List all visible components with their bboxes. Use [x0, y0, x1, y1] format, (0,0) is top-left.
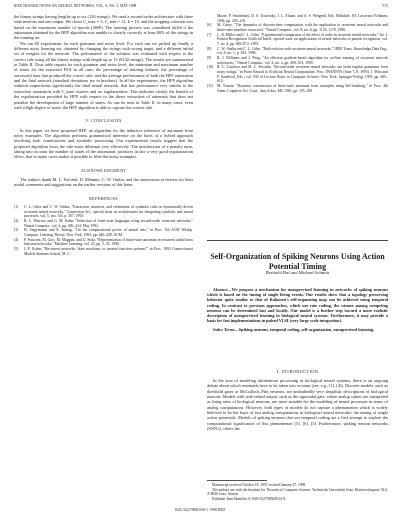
index-terms-label: Index Terms— — [213, 327, 239, 333]
reference-list — [207, 14, 388, 93]
conclusion-heading: V. CONCLUSION — [85, 118, 122, 124]
reference-item: [7] C. B. Miller and C. L. Giles, "Experimental comparison of the effect of order in recurrent neural networks," Int. J. Pattern Recognition Artificial Intell., special issue on applications of neural networks to pattern recognition, vol. 7, no. 4, pp. 849–872, 1993. — [207, 32, 388, 46]
introduction-paragraph: In the area of modeling information processing in biological neural systems, there is an ongoing debate about which essentials have to be taken into account (see, e.g., [1]–[4]). Discrete models, such as threshold gates or McCulloch–Pitts neurons, are undoubtedly very simplistic descriptions of biological neurons. Models with real-valued output, such as the sigmoidal gate, where analog values are interpreted as firing rates of biological neurons, are more suitable for the modeling of neural processes in terms of analog computations. However, both types of models do not capture a phenomenon which is widely believed to be the basis of fast analog computations in biological neural networks: the timing of single action potentials. Models of spiking neurons that use temporal coding are a first attempt to explore the computational significance of this phenomenon [5], [6], [3]. Furthermore, spiking neuron networks (SNN's), where the — [207, 378, 388, 432]
footnote-rule — [207, 480, 267, 481]
reference-item: [11] M. Tomita, "Dynamic construction of finite-state automata from examples using hill-climbing," in Proc. 4th Annu. Cognitive Sci. Conf., Ann Arbor, MI, 1982, pp. 105–108. — [207, 83, 388, 93]
reference-item: [9] R. J. Williams and J. Peng, "An efficient gradient-based algorithm for on-line training of recurrent network trajectories," Neural Computa., vol. 2, no. 4, pp. 490–501, 1990. — [207, 55, 388, 65]
abstract — [207, 287, 388, 333]
body-paragraph: We ran 60 experiments for each grammar and noise level. For each run we picked up finally a different noisy learning set, obtained by changing the strings with wrong target, and a different initial set of weights for the network. The performance of the solution was evaluated with respect to the correct rule using all the binary strings with length up to 12 (8142 strings). The results are summarized in Table II. Thus table reports for each grammar and noise level, the minimum and maximum number of states for the extracted FSA in all runs, the percentage of training failures, the percentage of successful runs that produced the correct rule, and the average performance of both the HFF automaton and the final network (standard deviations are in brackets). In all the experiments, the HFF algorithm solution outperforms significantly the final neural network, that has performance very similar to the extraction automaton with C_max clusters and no regularization. This indicates clearly the benefit of the regularization provided by HFF with respect to the direct extraction of automata that does not penalize the development of large number of states. As can be seen in Table II, in many cases, even with a high degree of noise, the HFF algorithm is able to capture the correct rule. — [14, 40, 193, 110]
abstract-text: We propose a mechanism for unsupervised learning in networks of spiking neurons which is based on the timing of single firing events. Our results show that a topology preserving behavior quite similar to that of Kohonen's self-organizing map can be achieved using temporal coding. In contrast to previous approaches, which use rate coding, the winner among competing neurons can be determined fast and locally. Our model is a further step toward a more realistic description of unsupervised learning in biological neural systems. Furthermore, it may provide a basis for fast implementations in pulsed VLSI (very large scale integration). — [207, 287, 388, 324]
abstract-paragraph — [207, 287, 388, 323]
reference-item: [3] H. Siegelmann and E. Sontag, "On the computational power of neural nets," in Proc. 5th ACM Wkshp. Computa. Learning Theory, New York, 1992, pp. 440–449, ACM. — [14, 228, 193, 237]
left-column — [14, 14, 193, 256]
references-heading: REFERENCES — [89, 195, 118, 201]
index-terms-text: Spiking neurons, temporal coding, self-organization, unsupervised learning. — [238, 327, 375, 333]
reference-item: [4] P. Frasconi, M. Gori, M. Maggini, and G. Soda, "Representation of finite-state automata in recurrent radial basis function networks," Machine Learning, vol. 23, pp. 5–32, 1996. — [14, 237, 193, 247]
paper-title: Self-Organization of Spiking Neurons Using Action Potential Timing — [210, 252, 385, 271]
journal-name: IEEE TRANSACTIONS ON NEURAL NETWORKS, VOL. 9, NO. 3, MAY 1998 — [14, 4, 137, 8]
abstract-label: Abstract— — [213, 287, 232, 292]
footnote — [207, 483, 388, 501]
footnote-identifier: Publisher Item Identifier S 1045-9227(98)03034-X. — [212, 496, 287, 501]
index-terms — [207, 327, 388, 332]
footnote-received: Manuscript received October 18, 1997; revised January 27, 1998. — [212, 483, 307, 487]
conclusion-paragraph: In this paper we have proposed HFF, an algorithm for the inductive inference of automata from noisy examples. The algorithm performs grammatical inference on the basis of a hybrid approach involving both connectionist and symbolic processing. Our experimental results suggest that the proposed algorithm faces the rule-noise dilemma very effectively. The introduction of a penalty term, taking into account the number of states of the automaton, produces in fact a very good regularization effect, that in many cases makes it possible to filter the noisy examples. — [14, 127, 193, 160]
reference-item: [6] M. Casey, "The dynamics of discrete-time computation, with the application to recurrent neural networks and finite-state machine extraction," Neural Computa., vol. 8, no. 6, pp. 1135–1178, 1996. — [207, 23, 388, 32]
paper-authors: Berthold Ruf and Michael Schmitt — [265, 270, 330, 275]
acknowledgment-paragraph: The authors thank M. L. Forcada, D. Mennini, C. W. Omlin, and the anonymous reviewers for their useful comments and suggestions on the earlier versions of this letter. — [14, 176, 193, 188]
footnote-affiliation: The authors are with the Institute for Theoretical Computer Science, Technische Universität Graz, Klosterwiesgasse 32/2, A-8010 Graz, Austria. — [207, 487, 388, 496]
introduction-body — [207, 378, 388, 431]
reference-item: [2] R. L. Watrous and G. M. Kuhn, "Induction of finite-state languages using second-order recurrent networks," Neural Computa., vol. 4, pp. 406–414, May 1992. — [14, 218, 193, 228]
reference-list — [14, 205, 193, 256]
copyright-footer: 1045–9227/98$10.00 © 1998 IEEE — [174, 508, 226, 512]
reference-item: [8] C. W. Omlin and C. L. Giles, "Rule revision with recurrent neural networks," IEEE Trans. Knowledge Data Eng., vol. 8, no. 1, p. 183, 1996. — [207, 46, 388, 56]
reference-item: [5] J. F. Kolen, "Recurrent networks: State machines or iterated function systems?" in Proc. 1993 Connectionist Models Summer School, M. C. — [14, 246, 193, 256]
page-number: 575 — [382, 4, 388, 8]
acknowledgment-heading: ACKNOWLEDGMENT — [80, 167, 127, 173]
introduction-heading: I. INTRODUCTION — [276, 369, 319, 374]
running-header — [14, 4, 388, 12]
article-divider — [207, 240, 388, 241]
right-column-references — [207, 14, 388, 93]
reference-item: [10] R. C. Carrasco and M. L. Forcada, "Second-order recurrent neural networks can learn regular grammars from noisy strings," in From Natural to Artificial Neural Computation: Proc. IWANN'95 (June 7–9, 1995), J. Mira and F. Sandoval, Eds., vol. 930 of Lecture Notes in Computer Science. New York: Springer-Verlag, 1995, pp. 605–610. — [207, 65, 388, 84]
body-paragraph: the binary strings having lengths up to six (126 strings). We used a second-order architecture with three state neurons and one output. We chose C_max = 3, C_min = 12, k = 10, and the stopping criterion was based on the maximum number of epochs (4000). The training process was considered failed if the automaton obtained by the HFF algorithm was unable to classify correctly at least 80% of the strings in the training set. — [14, 14, 193, 41]
reference-item: [1] C. L. Giles and C. W. Omlin, "Extraction, insertion, and refinement of symbolic rules in dynamically driven recurrent neural networks," Connection Sci., special issue on architectures for integrating symbolic and neural processes, vol. 5, nos. 3/4, p. 307, 1993. — [14, 204, 193, 219]
reference-item: Mozer, P. Smolensky, D. S. Touretzky, J. L. Elman, and A. S. Weigend, Eds. Hillsdale, NJ: Lawrence Erlbaum, 1994, pp. 203–210. — [217, 14, 388, 23]
